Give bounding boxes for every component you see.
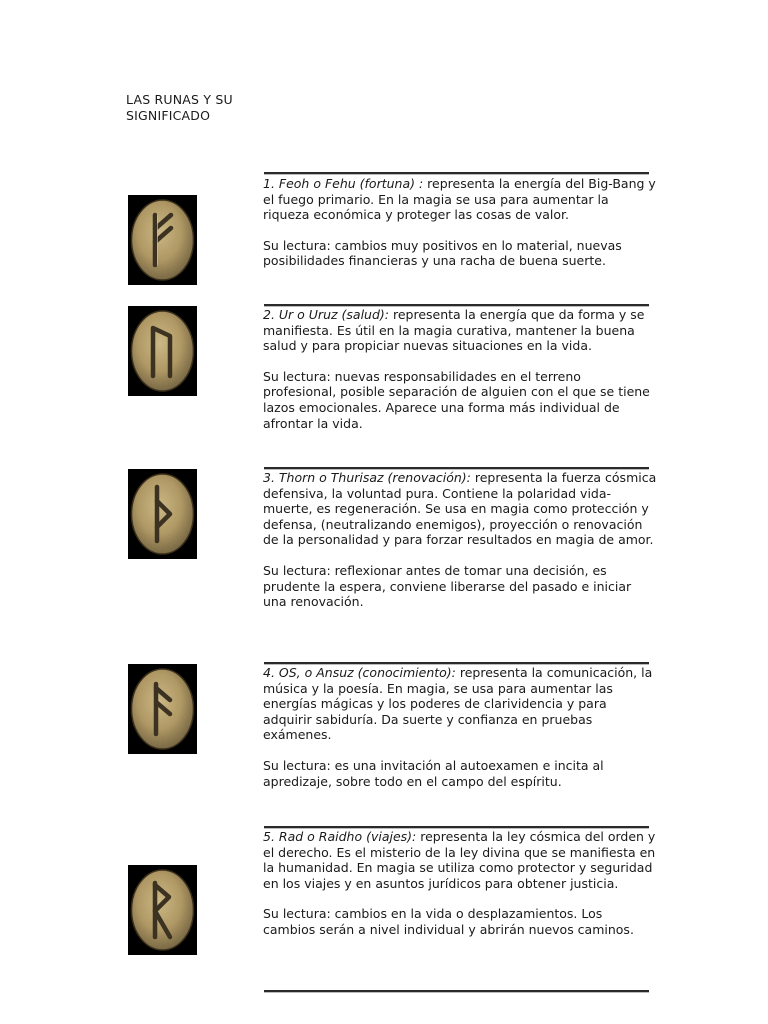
rune-name: 4. OS, o Ansuz (conocimiento): (263, 665, 456, 680)
ansuz-rune-icon (128, 664, 197, 754)
rune-description: representa la fuerza cósmica defensiva, la voluntad pura. Contiene la polaridad vida-muerte, es regeneración. Se usa en magia como protección y defensa, (neutralizando enemigos), proyección o renovación de la personalidad y para forzar resultados en magia de amor. (263, 470, 657, 548)
rune-entry (263, 307, 658, 431)
rune-entry (263, 176, 658, 269)
title-line-2: SIGNIFICADO (126, 108, 211, 123)
title-line-1: LAS RUNAS Y SU (126, 92, 233, 107)
rune-description-paragraph (263, 176, 658, 223)
rune-stone-image (128, 469, 197, 559)
rune-description-paragraph (263, 829, 658, 891)
rune-description: representa la energía del Big-Bang y el fuego primario. En la magia se usa para aumentar la riqueza económica y proteger las cosas de valor. (263, 176, 656, 223)
rune-description-paragraph (263, 470, 658, 548)
section-divider (264, 990, 649, 993)
raidho-rune-icon (128, 865, 197, 955)
rune-name: 1. Feoh o Fehu (fortuna) : (263, 176, 424, 191)
fehu-rune-icon (128, 195, 197, 285)
rune-stone-image (128, 865, 197, 955)
rune-description: representa la ley cósmica del orden y el derecho. Es el misterio de la ley divina que se manifiesta en la humanidad. En magia se utiliza como protector y seguridad en los viajes y en asuntos jurídicos para obtener justicia. (263, 829, 656, 891)
page-title (126, 92, 276, 124)
rune-description: representa la comunicación, la música y la poesía. En magia, se usa para aumentar las energías mágicas y los poderes de clarividencia y para adquirir sabiduría. Da suerte y confianza en pruebas exámenes. (263, 665, 653, 743)
rune-description-paragraph (263, 665, 658, 743)
rune-stone-image (128, 664, 197, 754)
rune-reading: Su lectura: reflexionar antes de tomar una decisión, es prudente la espera, conviene liberarse del pasado e iniciar una renovación. (263, 562, 632, 610)
rune-reading: Su lectura: cambios muy positivos en lo material, nuevas posibilidades financieras y una racha de buena suerte. (263, 237, 622, 269)
thurisaz-rune-icon (128, 469, 197, 559)
rune-entry (263, 470, 658, 610)
rune-reading: Su lectura: nuevas responsabilidades en el terreno profesional, posible separación de alguien con el que se tiene lazos emocionales. Aparece una forma más individual de afrontar la vida. (263, 368, 650, 431)
uruz-rune-icon (128, 306, 197, 396)
rune-reading: Su lectura: es una invitación al autoexamen e incita al apredizaje, sobre todo en el campo del espíritu. (263, 757, 604, 789)
rune-entry (263, 829, 658, 938)
section-divider (264, 172, 649, 175)
rune-stone-image (128, 306, 197, 396)
rune-reading: Su lectura: cambios en la vida o desplazamientos. Los cambios serán a nivel individual y abrirán nuevos caminos. (263, 906, 634, 937)
rune-description-paragraph (263, 307, 658, 354)
rune-name: 2. Ur o Uruz (salud): (263, 307, 389, 322)
rune-name: 3. Thorn o Thurisaz (renovación): (263, 470, 471, 485)
rune-stone-image (128, 195, 197, 285)
rune-entry (263, 665, 658, 789)
rune-name: 5. Rad o Raidho (viajes): (263, 829, 417, 844)
rune-description: representa la energía que da forma y se manifiesta. Es útil en la magia curativa, mantener la buena salud y para propiciar nuevas situaciones en la vida. (263, 307, 645, 354)
